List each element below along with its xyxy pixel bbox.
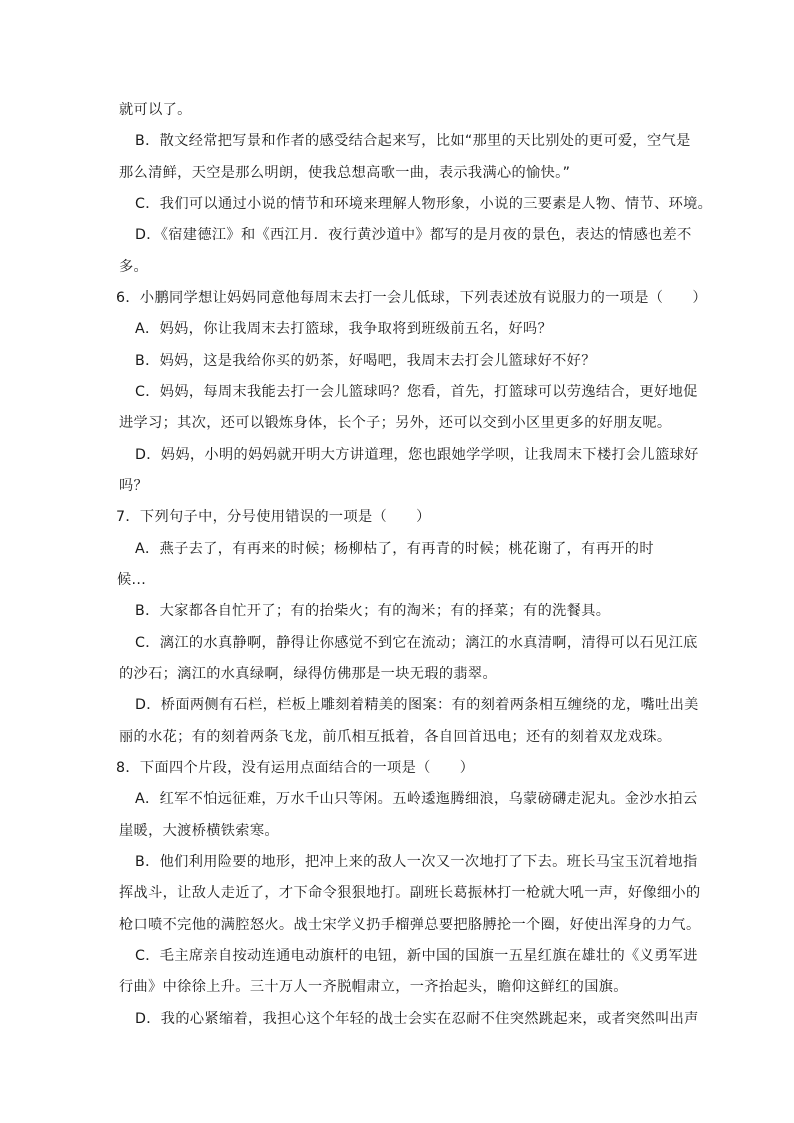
question-7: 7．下列句子中，分号使用错误的一项是（ ） [116,509,431,526]
option-c-line: C．毛主席亲自按动连通电动旗杆的电钮，新中国的国旗一五星红旗在雄壮的《义勇军进 [135,948,698,964]
text-line: 吗？ [119,478,149,494]
text-line: 进学习；其次，还可以锻炼身体，长个子；另外，还可以交到小区里更多的好朋友呢。 [119,415,672,432]
text-line: 那么清鲜，天空是那么明朗，使我总想高歌一曲，表示我满心的愉快。” [119,164,571,181]
text-line: 挥战斗，让敌人走近了，才下命令狠狠地打。副班长葛振林打一枪就大吼一声，好像细小的 [119,885,701,902]
question-6: 6．小鹏同学想让妈妈同意他每周末去打一会儿低球，下列表述放有说服力的一项是（ ） [116,290,707,306]
text-line: 候... [117,572,147,588]
text-line: 崖暖，大渡桥横铁索寒。 [119,822,279,839]
text-line: 的沙石；漓江的水真绿啊，绿得仿佛那是一块无瑕的翡翠。 [119,666,497,682]
option-d-line: D．妈妈，小明的妈妈就开明大方讲道理，您也跟她学学呗，让我周末下楼打会儿篮球好 [135,446,699,463]
option-b-line: B．妈妈，这是我给你买的奶茶，好喝吧，我周末去打会儿篮球好不好？ [135,352,596,369]
text-line: 枪口喷不完他的满腔怒火。战士宋学义扔手榴弹总要把胳膊抡一个圈，好使出浑身的力气。 [119,916,701,933]
option-c-line: C．漓江的水真静啊，静得让你感觉不到它在流动；漓江的水真清啊，清得可以石见江底 [135,634,698,651]
option-b-line: B．他们利用险要的地形，把冲上来的敌人一次又一次地打了下去。班长马宝玉沉着地指 [135,854,698,870]
option-a-line: A．燕子去了，有再来的时候；杨柳枯了，有再青的时候；桃花谢了，有再开的时 [135,540,654,557]
question-8: 8．下面四个片段，没有运用点面结合的一项是（ ） [116,760,475,776]
option-c-line: C．我们可以通过小说的情节和环境来理解人物形象，小说的三要素是人物、情节、环境。 [135,196,713,212]
option-a-line: A．妈妈，你让我周末去打篮球，我争取将到班级前五名，好吗？ [135,321,553,338]
text-line: 丽的水花；有的刻着两条飞龙，前爪相互抵着，各自回首迅电；还有的刻着双龙戏珠。 [119,728,672,745]
text-line: 行曲》中徐徐上升。三十万人一齐脱帽肃立，一齐抬起头，瞻仰这鲜红的国旗。 [119,979,628,996]
option-b-line: B．散文经常把写景和作者的感受结合起来写，比如“那里的天比别处的更可爱，空气是 [135,133,691,150]
option-b-line: B．大家都各自忙开了；有的抬柴火；有的淘米；有的择菜；有的洗餐具。 [135,603,611,620]
option-d-line: D．我的心紧缩着，我担心这个年轻的战士会实在忍耐不住突然跳起来，或者突然叫出声 [135,1010,699,1027]
text-line: 多。 [119,258,149,275]
option-a-line: A．红军不怕远征难，万水千山只等闲。五岭逶迤腾细浪，乌蒙磅礴走泥丸。金沙水拍云 [135,791,698,808]
option-d-line: D．《宿建德江》和《西江月．夜行黄沙道中》都写的是月夜的景色，表达的情感也差不 [135,227,692,244]
option-c-line: C．妈妈，每周末我能去打一会儿篮球吗？您看，首先，打篮球可以劳逸结合，更好地促 [135,384,698,400]
option-d-line: D．桥面两侧有石栏，栏板上雕刻着精美的图案：有的刻着两条相互缠绕的龙，嘴吐出美 [135,697,699,714]
text-line: 就可以了。 [119,102,192,118]
